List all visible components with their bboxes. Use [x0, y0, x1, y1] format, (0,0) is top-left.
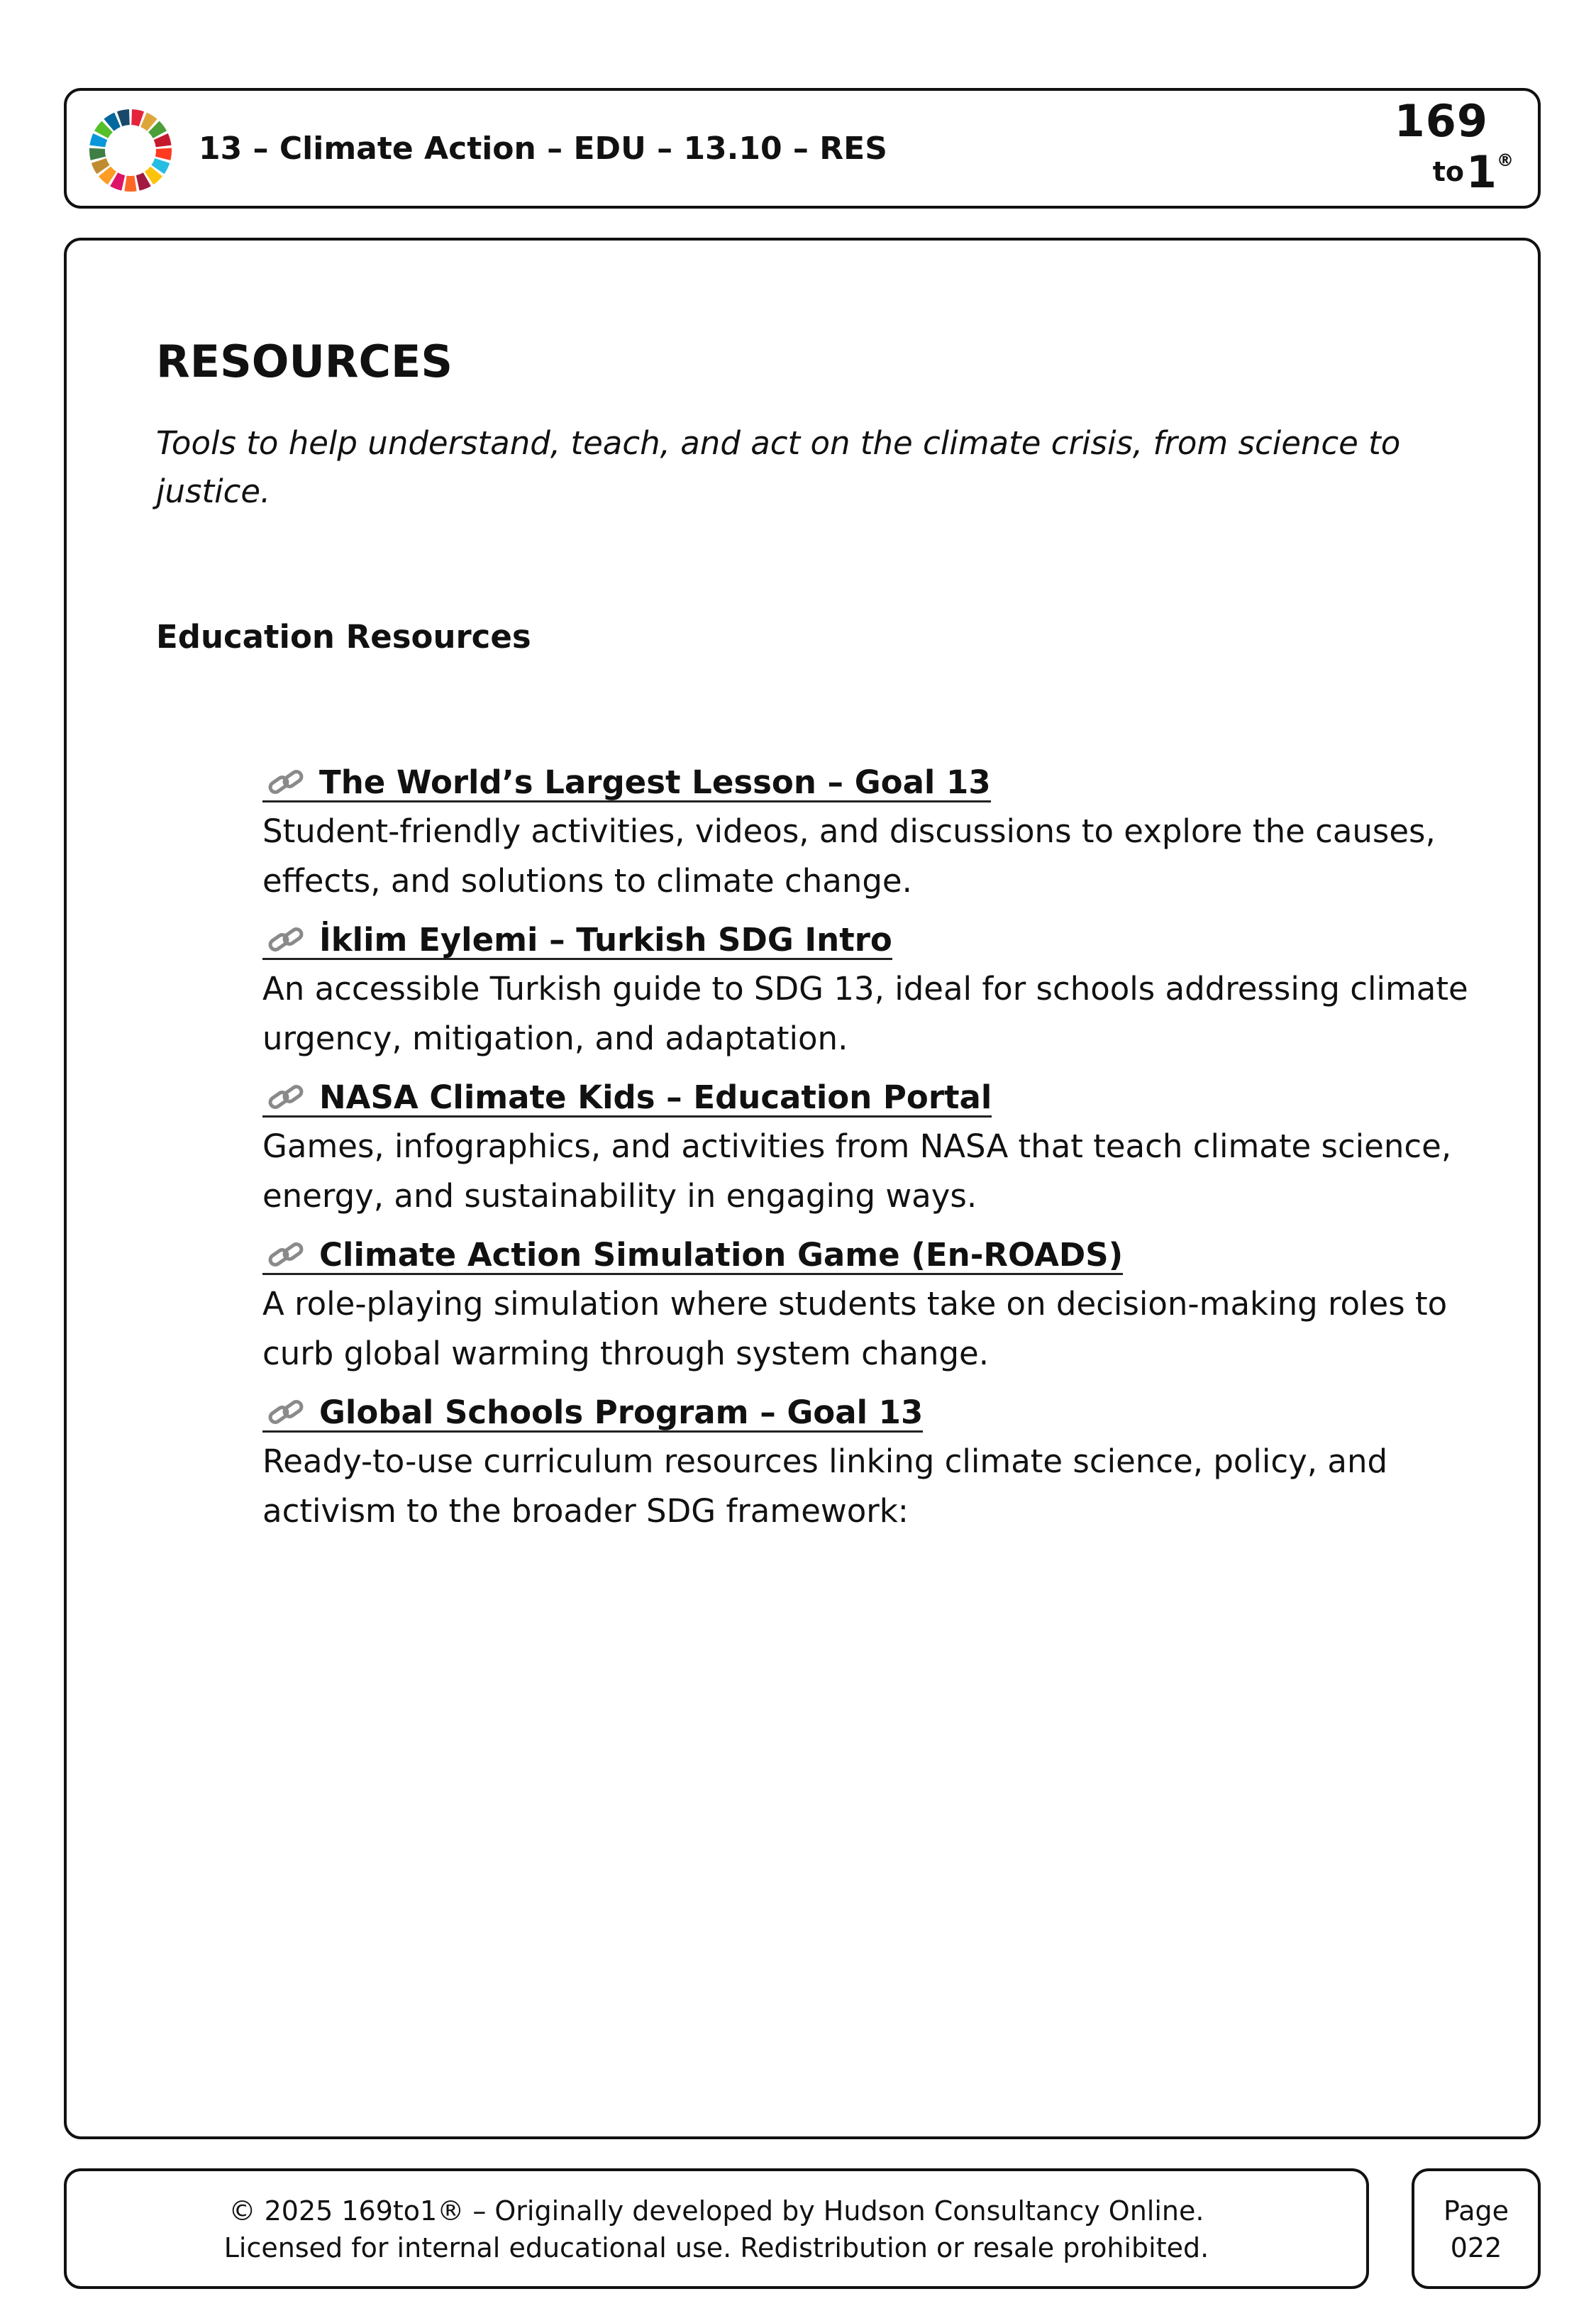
brand-to: to: [1432, 156, 1464, 187]
resource-link-text: İklim Eylemi – Turkish SDG Intro: [319, 921, 892, 959]
resource-item: [262, 916, 1483, 1064]
resource-link-text: NASA Climate Kids – Education Portal: [319, 1078, 992, 1116]
resource-description: Ready-to-use curriculum resources linking climate science, policy, and activism to the broader SDG framework:: [262, 1442, 1388, 1530]
header-bar: [64, 88, 1541, 209]
link-chain-icon: [267, 1399, 306, 1427]
copyright-line-1: © 2025 169to1® – Originally developed by Hudson Consultancy Online.: [228, 2195, 1204, 2227]
resource-link-text: The World’s Largest Lesson – Goal 13: [319, 763, 991, 801]
sdg-wheel-segment: [89, 148, 106, 160]
resource-item: [262, 1231, 1483, 1379]
intro-text: Tools to help understand, teach, and act on the climate crisis, from science to justice.: [156, 424, 1401, 510]
document-code: 13 – Climate Action – EDU – 13.10 – RES: [199, 131, 887, 167]
resource-link-text: Global Schools Program – Goal 13: [319, 1394, 924, 1431]
link-chain-icon: [267, 1083, 306, 1112]
resource-item: [262, 758, 1483, 906]
resource-item: [262, 1074, 1483, 1221]
resource-link[interactable]: [262, 1389, 923, 1437]
resource-link-text: Climate Action Simulation Game (En-ROADS): [319, 1236, 1124, 1274]
resource-link[interactable]: [262, 758, 991, 807]
sdg-wheel-icon: [88, 108, 173, 193]
resource-description: A role-playing simulation where students take on decision-making roles to curb global warming through system change.: [262, 1285, 1448, 1372]
page-number: 022: [1450, 2232, 1502, 2263]
section-heading: Education Resources: [156, 618, 531, 656]
content-panel: [64, 238, 1541, 2139]
resource-list: [262, 758, 1483, 1546]
resource-link[interactable]: [262, 916, 892, 964]
resource-link[interactable]: [262, 1074, 992, 1122]
resource-description: Games, infographics, and activities from NASA that teach climate science, energy, and sustainability in engaging ways.: [262, 1127, 1452, 1215]
brand-number: 169: [1394, 95, 1488, 147]
resource-description: An accessible Turkish guide to SDG 13, ideal for schools addressing climate urgency, mitigation, and adaptation.: [262, 970, 1468, 1057]
resource-description: Student-friendly activities, videos, and discussions to explore the causes, effects, and solutions to climate change.: [262, 812, 1436, 900]
page-label: Page: [1443, 2195, 1509, 2227]
copyright-line-2: Licensed for internal educational use. Redistribution or resale prohibited.: [223, 2232, 1209, 2263]
link-chain-icon: [267, 1241, 306, 1269]
page-title: RESOURCES: [156, 336, 453, 387]
brand-one: 1: [1465, 146, 1497, 198]
page-number-box: [1412, 2168, 1541, 2289]
resource-link[interactable]: [262, 1231, 1123, 1279]
sdg-wheel-segment: [124, 176, 136, 192]
link-chain-icon: [267, 926, 306, 954]
footer-bar: [64, 2168, 1369, 2289]
sdg-wheel-segment: [155, 148, 172, 160]
resource-item: [262, 1389, 1483, 1536]
brand-registered-mark: ®: [1497, 150, 1514, 170]
copyright-notice: [67, 2192, 1366, 2266]
link-chain-icon: [267, 768, 306, 797]
